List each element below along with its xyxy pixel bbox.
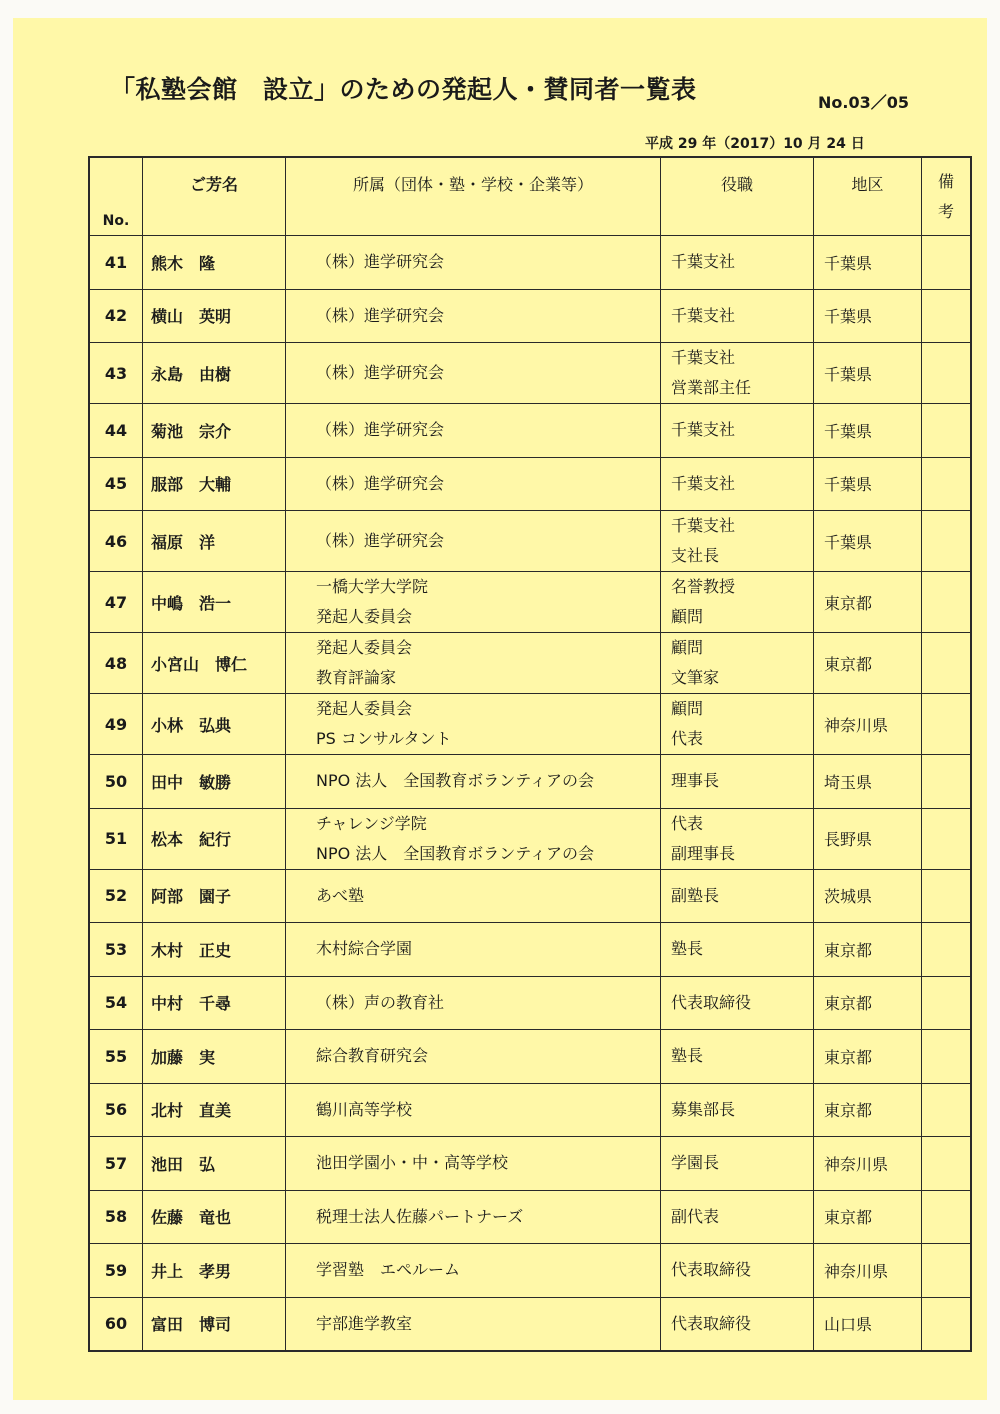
cell-name: 加藤 実 [143, 1030, 286, 1084]
cell-area: 東京都 [814, 1190, 922, 1244]
cell-affiliation [286, 236, 661, 290]
cell-remarks [922, 343, 972, 404]
role-line: 名誉教授 [671, 577, 736, 596]
role-line: 理事長 [671, 771, 720, 791]
affiliation-line: 教育評論家 [316, 668, 397, 687]
table-row [89, 343, 971, 404]
cell-remarks [922, 1030, 972, 1084]
cell-remarks [922, 289, 972, 343]
cell-remarks [922, 1190, 972, 1244]
role-line: 顧問 [671, 638, 704, 657]
cell-name: 木村 正史 [143, 923, 286, 977]
cell-role [661, 1244, 814, 1298]
table-row [89, 633, 971, 694]
header-name: ご芳名 [143, 157, 286, 236]
cell-no: 54 [89, 976, 143, 1030]
cell-role [661, 511, 814, 572]
header-affiliation: 所属（団体・塾・学校・企業等） [286, 157, 661, 236]
role-line: 代表取締役 [671, 992, 752, 1012]
role-line: 顧問 [671, 607, 704, 626]
table-row [89, 976, 971, 1030]
table-row [89, 236, 971, 290]
header-area: 地区 [814, 157, 922, 236]
cell-role [661, 343, 814, 404]
cell-area: 埼玉県 [814, 755, 922, 809]
role-line: 塾長 [671, 939, 704, 959]
role-line: 千葉支社 [671, 305, 736, 325]
role-line: 支社長 [671, 546, 720, 565]
cell-name: 小宮山 博仁 [143, 633, 286, 694]
cell-affiliation [286, 923, 661, 977]
affiliation-line: 一橋大学大学院 [316, 577, 429, 596]
table-row [89, 869, 971, 923]
table-row [89, 923, 971, 977]
affiliation-line: 学習塾 エペルーム [316, 1260, 461, 1280]
cell-name: 服部 大輔 [143, 457, 286, 511]
table-row [89, 1030, 971, 1084]
cell-name: 松本 紀行 [143, 808, 286, 869]
cell-no: 43 [89, 343, 143, 404]
cell-no: 57 [89, 1137, 143, 1191]
affiliation-line: 発起人委員会 [316, 638, 413, 657]
cell-role [661, 572, 814, 633]
affiliation-line: 税理士法人佐藤パートナーズ [316, 1206, 524, 1226]
cell-affiliation [286, 1190, 661, 1244]
cell-role [661, 289, 814, 343]
affiliation-line: （株）進学研究会 [316, 252, 445, 272]
cell-remarks [922, 633, 972, 694]
cell-no: 56 [89, 1083, 143, 1137]
role-line: 顧問 [671, 699, 704, 718]
cell-affiliation [286, 1030, 661, 1084]
cell-name: 中嶋 浩一 [143, 572, 286, 633]
cell-affiliation [286, 1137, 661, 1191]
cell-role [661, 1083, 814, 1137]
cell-no: 58 [89, 1190, 143, 1244]
cell-role [661, 808, 814, 869]
cell-role [661, 869, 814, 923]
table-row [89, 457, 971, 511]
affiliation-line: NPO 法人 全国教育ボランティアの会 [316, 843, 595, 863]
cell-affiliation [286, 976, 661, 1030]
cell-name: 菊池 宗介 [143, 404, 286, 458]
cell-role [661, 1297, 814, 1351]
cell-role [661, 1190, 814, 1244]
role-line: 代表取締役 [671, 1313, 752, 1333]
cell-remarks [922, 404, 972, 458]
cell-remarks [922, 511, 972, 572]
cell-no: 46 [89, 511, 143, 572]
cell-no: 60 [89, 1297, 143, 1351]
cell-affiliation [286, 1297, 661, 1351]
cell-area: 千葉県 [814, 236, 922, 290]
cell-remarks [922, 236, 972, 290]
document-title: 「私塾会館 設立」のための発起人・賛同者一覧表 [110, 75, 697, 104]
role-line: 代表 [671, 729, 704, 748]
affiliation-line: 発起人委員会 [316, 699, 413, 718]
cell-affiliation [286, 869, 661, 923]
cell-remarks [922, 755, 972, 809]
cell-name: 阿部 園子 [143, 869, 286, 923]
cell-name: 富田 博司 [143, 1297, 286, 1351]
cell-no: 42 [89, 289, 143, 343]
cell-affiliation [286, 457, 661, 511]
cell-area: 東京都 [814, 923, 922, 977]
cell-remarks [922, 1297, 972, 1351]
cell-affiliation [286, 572, 661, 633]
table-row [89, 511, 971, 572]
cell-remarks [922, 808, 972, 869]
cell-affiliation [286, 1083, 661, 1137]
affiliation-line: （株）進学研究会 [316, 531, 445, 550]
cell-area: 神奈川県 [814, 1137, 922, 1191]
table-row [89, 1083, 971, 1137]
cell-name: 井上 孝男 [143, 1244, 286, 1298]
cell-area: 東京都 [814, 572, 922, 633]
cell-role [661, 457, 814, 511]
cell-remarks [922, 1244, 972, 1298]
cell-area: 千葉県 [814, 511, 922, 572]
role-line: 塾長 [671, 1046, 704, 1066]
cell-affiliation [286, 511, 661, 572]
cell-affiliation [286, 694, 661, 755]
affiliation-line: （株）進学研究会 [316, 363, 445, 382]
cell-remarks [922, 572, 972, 633]
cell-area: 東京都 [814, 1083, 922, 1137]
cell-role [661, 755, 814, 809]
cell-no: 52 [89, 869, 143, 923]
role-line: 千葉支社 [671, 516, 736, 535]
header-role: 役職 [661, 157, 814, 236]
cell-name: 永島 由樹 [143, 343, 286, 404]
cell-affiliation [286, 1244, 661, 1298]
affiliation-line: （株）声の教育社 [316, 992, 445, 1012]
cell-affiliation [286, 404, 661, 458]
cell-name: 北村 直美 [143, 1083, 286, 1137]
table-row [89, 1297, 971, 1351]
header-remarks [922, 157, 972, 236]
cell-area: 千葉県 [814, 343, 922, 404]
role-line: 千葉支社 [671, 348, 736, 367]
cell-name: 中村 千尋 [143, 976, 286, 1030]
table-row [89, 1190, 971, 1244]
cell-affiliation [286, 755, 661, 809]
affiliation-line: 木村綜合学園 [316, 939, 413, 959]
cell-role [661, 976, 814, 1030]
role-line: 募集部長 [671, 1099, 736, 1119]
cell-area: 茨城県 [814, 869, 922, 923]
document-number: No.03／05 [818, 93, 909, 112]
role-line: 代表 [671, 813, 704, 833]
affiliation-line: 発起人委員会 [316, 607, 413, 626]
cell-remarks [922, 976, 972, 1030]
cell-affiliation [286, 808, 661, 869]
header-no: No. [89, 157, 143, 236]
cell-no: 55 [89, 1030, 143, 1084]
table-row [89, 1137, 971, 1191]
cell-area: 長野県 [814, 808, 922, 869]
cell-area: 東京都 [814, 633, 922, 694]
cell-role [661, 923, 814, 977]
document-date: 平成 29 年（2017）10 月 24 日 [645, 136, 865, 152]
cell-name: 佐藤 竜也 [143, 1190, 286, 1244]
affiliation-line: チャレンジ学院 [316, 813, 427, 833]
table-row [89, 808, 971, 869]
cell-role [661, 1137, 814, 1191]
cell-role [661, 404, 814, 458]
cell-area: 千葉県 [814, 404, 922, 458]
cell-role [661, 236, 814, 290]
table-header-row [89, 157, 971, 236]
cell-no: 50 [89, 755, 143, 809]
cell-role [661, 694, 814, 755]
role-line: 千葉支社 [671, 420, 736, 440]
role-line: 副理事長 [671, 843, 736, 863]
role-line: 学園長 [671, 1153, 720, 1173]
cell-no: 47 [89, 572, 143, 633]
header-remarks-line-1: 備 [937, 171, 954, 191]
affiliation-line: NPO 法人 全国教育ボランティアの会 [316, 771, 595, 791]
affiliation-line: PS コンサルタント [316, 729, 452, 748]
cell-name: 福原 洋 [143, 511, 286, 572]
role-line: 副塾長 [671, 885, 720, 905]
role-line: 千葉支社 [671, 473, 736, 493]
cell-name: 田中 敏勝 [143, 755, 286, 809]
cell-remarks [922, 694, 972, 755]
cell-name: 池田 弘 [143, 1137, 286, 1191]
affiliation-line: 綜合教育研究会 [316, 1046, 429, 1066]
cell-no: 53 [89, 923, 143, 977]
role-line: 文筆家 [671, 668, 720, 687]
cell-affiliation [286, 343, 661, 404]
table-row [89, 694, 971, 755]
cell-area: 千葉県 [814, 457, 922, 511]
cell-remarks [922, 457, 972, 511]
cell-no: 59 [89, 1244, 143, 1298]
cell-name: 横山 英明 [143, 289, 286, 343]
table-row [89, 289, 971, 343]
cell-remarks [922, 923, 972, 977]
cell-no: 44 [89, 404, 143, 458]
affiliation-line: あべ塾 [316, 885, 365, 905]
cell-no: 49 [89, 694, 143, 755]
cell-no: 48 [89, 633, 143, 694]
cell-remarks [922, 1083, 972, 1137]
role-line: 代表取締役 [671, 1260, 752, 1280]
table-row [89, 404, 971, 458]
cell-name: 小林 弘典 [143, 694, 286, 755]
affiliation-line: 宇部進学教室 [316, 1313, 413, 1333]
cell-area: 神奈川県 [814, 694, 922, 755]
table-row [89, 572, 971, 633]
cell-area: 山口県 [814, 1297, 922, 1351]
affiliation-line: （株）進学研究会 [316, 473, 445, 493]
cell-affiliation [286, 633, 661, 694]
table-row [89, 1244, 971, 1298]
member-table [88, 156, 972, 1352]
table-row [89, 755, 971, 809]
affiliation-line: 鶴川高等学校 [316, 1099, 413, 1119]
affiliation-line: （株）進学研究会 [316, 420, 445, 440]
cell-remarks [922, 1137, 972, 1191]
cell-role [661, 1030, 814, 1084]
role-line: 副代表 [671, 1206, 720, 1226]
cell-area: 千葉県 [814, 289, 922, 343]
cell-remarks [922, 869, 972, 923]
cell-no: 51 [89, 808, 143, 869]
cell-name: 熊木 隆 [143, 236, 286, 290]
cell-area: 東京都 [814, 976, 922, 1030]
affiliation-line: （株）進学研究会 [316, 305, 445, 325]
header-remarks-line-2: 考 [937, 201, 954, 221]
role-line: 千葉支社 [671, 252, 736, 272]
affiliation-line: 池田学園小・中・高等学校 [316, 1153, 509, 1173]
cell-area: 東京都 [814, 1030, 922, 1084]
cell-affiliation [286, 289, 661, 343]
cell-no: 45 [89, 457, 143, 511]
cell-no: 41 [89, 236, 143, 290]
role-line: 営業部主任 [671, 378, 752, 397]
cell-role [661, 633, 814, 694]
cell-area: 神奈川県 [814, 1244, 922, 1298]
